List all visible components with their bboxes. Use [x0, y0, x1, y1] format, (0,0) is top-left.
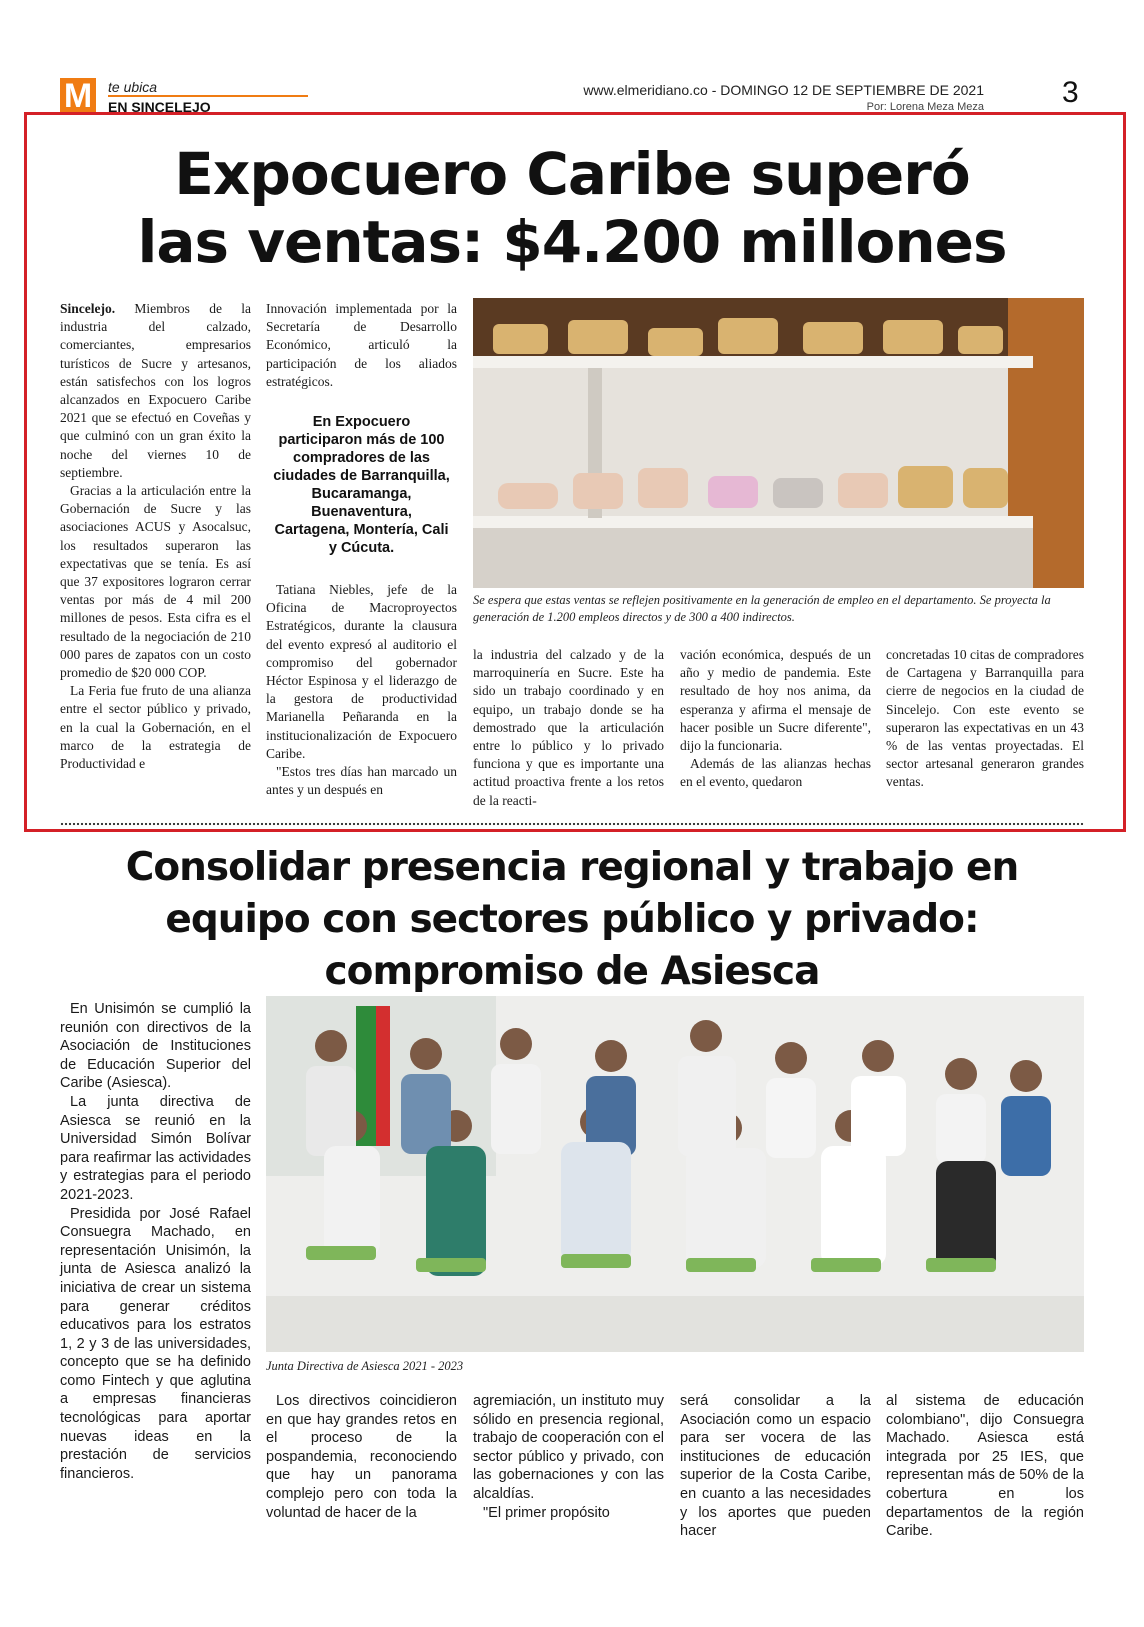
paragraph: La junta directiva de Asiesca se reunió en la Universidad Simón Bolívar para reafirmar las actividades y estrategias para el periodo 2021-2023.	[60, 1093, 251, 1203]
article2-headline	[60, 842, 1084, 998]
paragraph: La Feria fue fruto de una alianza entre el sector público y privado, en la cual la Gobernación, en el marco de la estrategia de Productividad e	[60, 683, 251, 772]
shoe-display-photo	[473, 298, 1084, 588]
paragraph: la industria del calzado y de la marroquinería en Sucre. Este ha sido un trabajo coordinado y en equipo, un trabajo donde se ha demostrado que la articulación entre lo público y lo privado funciona y que es importante una actitud proactiva frente a los retos de la reacti-	[473, 647, 664, 808]
article2-column-5	[886, 1392, 1084, 1541]
paragraph: Además de las alianzas hechas en el evento, quedaron	[680, 756, 871, 790]
paragraph: "Estos tres días han marcado un antes y un después en	[266, 764, 457, 798]
article1-column-2	[266, 300, 457, 799]
group-photo-illustration	[266, 996, 1084, 1352]
article1-column-4	[680, 646, 871, 792]
section-name: EN SINCELEJO	[108, 99, 211, 113]
article1-photo-caption: Se espera que estas ventas se reflejen positivamente en la generación de empleo en el departamento. Se proyecta la generación de 1.200 empleos directos y de 300 a 400 indirectos.	[473, 593, 1051, 624]
article2-column-1	[60, 1000, 251, 1483]
shoe-shelf-illustration	[473, 298, 1084, 588]
page-number: 3	[1062, 76, 1079, 109]
headline-line: las ventas: $4.200 millones	[137, 208, 1007, 276]
paragraph: vación económica, después de un año y medio de pandemia. Este resultado de hoy nos anima, da esperanza y afirma el mensaje de hacer posible un Sucre diferente", dijo la funcionaria.	[680, 647, 871, 754]
paragraph: será consolidar a la Asociación como un espacio para ser vocera de las instituciones de educación superior de la Costa Caribe, en cuanto a las necesidades y los aportes que pueden hacer	[680, 1393, 871, 1540]
group-photo	[266, 996, 1084, 1352]
section-divider	[60, 822, 1084, 826]
article2-column-4	[680, 1392, 871, 1541]
dateline: www.elmeridiano.co - DOMINGO 12 DE SEPTIEMBRE DE 2021	[583, 82, 984, 98]
article2-photo-caption: Junta Directiva de Asiesca 2021 - 2023	[266, 1359, 464, 1373]
headline-line: equipo con sectores público y privado:	[165, 897, 979, 942]
pull-quote: En Expocuero participaron más de 100 compradores de las ciudades de Barranquilla, Bucaramanga, Buenaventura, Cartagena, Montería, Cali y Cúcuta.	[273, 414, 450, 557]
tagline-rule	[108, 95, 308, 97]
article1-column-1	[60, 300, 251, 773]
paragraph: Presidida por José Rafael Consuegra Machado, en representación Unisimón, la junta de Asiesca analizó la iniciativa de crear un sistema para generar créditos educativos para los estratos 1, 2 y 3 de las universidades, concepto que se ha definido como Fintech y que aglutina a empresas financieras tecnológicas para aportar nuevas ideas en la prestación de servicios financieros.	[60, 1205, 251, 1482]
paragraph: Innovación implementada por la Secretaría de Desarrollo Económico, articuló la participación de los aliados estratégicos.	[266, 301, 457, 389]
logo: M	[60, 78, 96, 114]
article2-column-3	[473, 1392, 664, 1522]
paragraph: agremiación, un instituto muy sólido en presencia regional, trabajo de cooperación con el sector público y privado, con las gobernaciones y con las alcaldías.	[473, 1393, 664, 1502]
paragraph: Tatiana Niebles, jefe de la Oficina de Macroproyectos Estratégicos, durante la clausura del evento expresó al auditorio el compromiso del gobernador Héctor Espinosa y el liderazgo de la gestora de productividad Marianella Peñaranda en la institucionalización de Expocuero Caribe.	[266, 582, 457, 761]
article1-column-5	[886, 646, 1084, 792]
paragraph: En Unisimón se cumplió la reunión con directivos de la Asociación de Instituciones de Educación Superior del Caribe (Asiesca).	[60, 1001, 251, 1092]
headline-line: compromiso de Asiesca	[324, 949, 820, 994]
article2-column-2	[266, 1392, 457, 1522]
headline-line: Expocuero Caribe superó	[174, 140, 970, 208]
byline: Por: Lorena Meza Meza	[866, 101, 984, 113]
article1-column-3	[473, 646, 664, 810]
paragraph: Los directivos coincidieron en que hay grandes retos en el proceso de la pospandemia, reconociendo que hay un panorama complejo pero con toda la voluntad de hacer de la	[266, 1393, 457, 1521]
headline-line: Consolidar presencia regional y trabajo en	[125, 845, 1019, 890]
article1-headline	[60, 140, 1084, 276]
paragraph: Gracias a la articulación entre la Gobernación de Sucre y las asociaciones ACUS y Asocalsuc, los resultados superaron las expectativas que se tenía. Es así que 37 expositores lograron cerrar ventas por más de 4 mil 200 millones de pesos. Esta cifra es el resultado de la negociación de 210 000 pares de zapatos con un costo promedio de $20 000 COP.	[60, 483, 251, 681]
dateline-city: Sincelejo.	[60, 301, 116, 316]
paragraph-text: Miembros de la industria del calzado, comerciantes, empresarios turísticos de Sucre y artesanos, están satisfechos con los logros alcanzados en Expocuero Caribe 2021 que se efectuó en Coveñas y que culminó con un gran éxito la noche del viernes 10 de septiembre.	[60, 301, 251, 480]
paragraph	[60, 300, 251, 482]
paragraph: concretadas 10 citas de compradores de Cartagena y Barranquilla para cierre de negocios en la ciudad de Sincelejo. Con este evento se superaron las expectativas en un 43 % de las ventas proyectadas. El sector artesanal generaron grandes ventas.	[886, 647, 1084, 790]
paragraph: al sistema de educación colombiano", dijo Consuegra Machado. Asiesca está integrada por 25 IES, que representan más de 50% de la cobertura en los departamentos de la región Caribe.	[886, 1393, 1084, 1540]
paragraph: "El primer propósito	[483, 1504, 610, 1521]
tagline: te ubica	[108, 79, 158, 95]
